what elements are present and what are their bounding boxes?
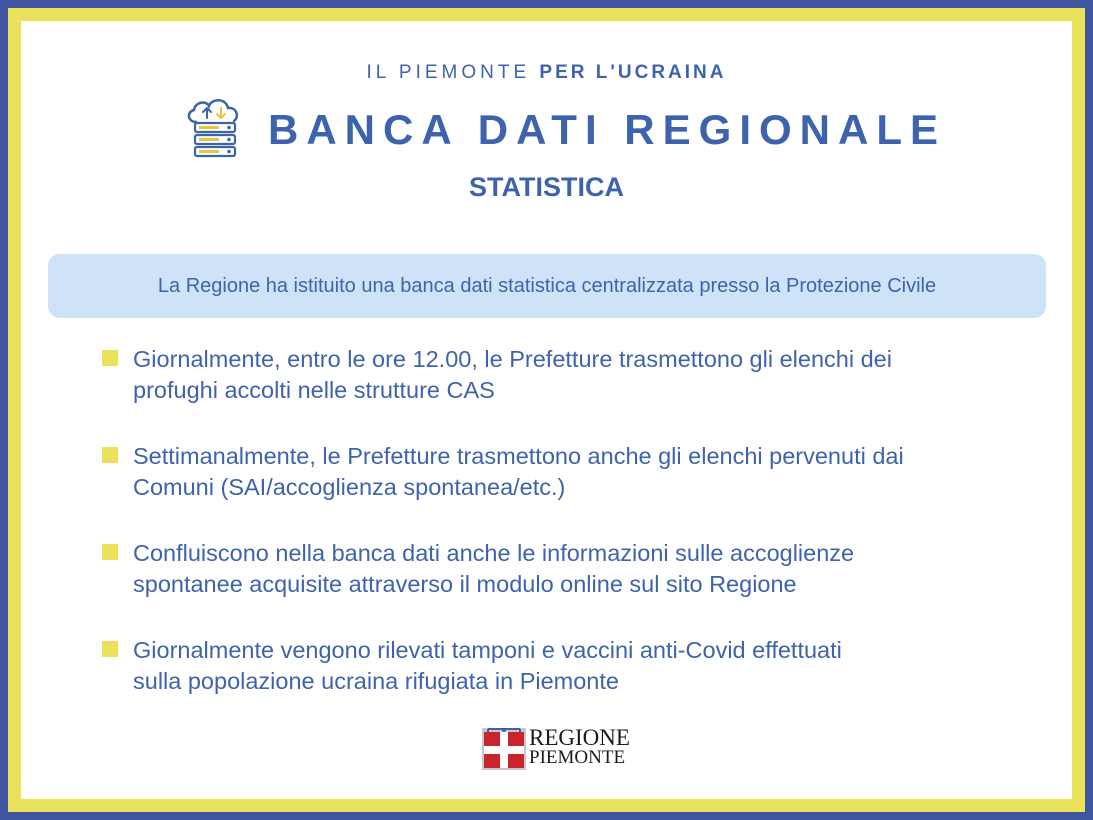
list-item-text: Giornalmente, entro le ore 12.00, le Prefetture trasmettono gli elenchi dei profughi accolti nelle strutture CAS bbox=[133, 346, 892, 403]
server-cloud-icon bbox=[184, 96, 244, 162]
list-item-text: Confluiscono nella banca dati anche le informazioni sulle accoglienze spontanee acquisite attraverso il modulo online sul sito Regione bbox=[133, 540, 855, 597]
logo-text bbox=[529, 725, 630, 768]
intro-banner-text: La Regione ha istituito una banca dati statistica centralizzata presso la Protezione Civile bbox=[157, 274, 937, 297]
bullet-square-icon bbox=[102, 641, 118, 657]
bullet-square-icon bbox=[102, 447, 118, 463]
intro-banner bbox=[48, 254, 1046, 318]
regione-piemonte-logo bbox=[482, 725, 642, 770]
bullet-square-icon bbox=[102, 544, 118, 560]
kicker bbox=[0, 62, 1093, 84]
bullet-list bbox=[102, 344, 1022, 732]
list-item-text: Giornalmente vengono rilevati tamponi e vaccini anti-Covid effettuati sulla popolazione ucraina rifugiata in Piemonte bbox=[133, 637, 842, 694]
list-item bbox=[102, 635, 1022, 732]
page-title: BANCA DATI REGIONALE bbox=[268, 106, 946, 153]
list-item-text: Settimanalmente, le Prefetture trasmettono anche gli elenchi pervenuti dai Comuni (SAI/accoglienza spontanea/etc.) bbox=[133, 443, 904, 500]
list-item bbox=[102, 538, 1022, 635]
bullet-square-icon bbox=[102, 350, 118, 366]
title-row bbox=[184, 96, 944, 166]
logo-line-2: PIEMONTE bbox=[529, 747, 626, 768]
kicker-bold: PER L'UCRAINA bbox=[539, 62, 727, 83]
logo-line-1: REGIONE bbox=[529, 725, 630, 750]
kicker-light: IL PIEMONTE bbox=[366, 62, 531, 83]
page-subtitle: STATISTICA bbox=[469, 172, 624, 202]
list-item bbox=[102, 344, 1022, 441]
list-item bbox=[102, 441, 1022, 538]
piemonte-flag-icon bbox=[482, 728, 526, 770]
